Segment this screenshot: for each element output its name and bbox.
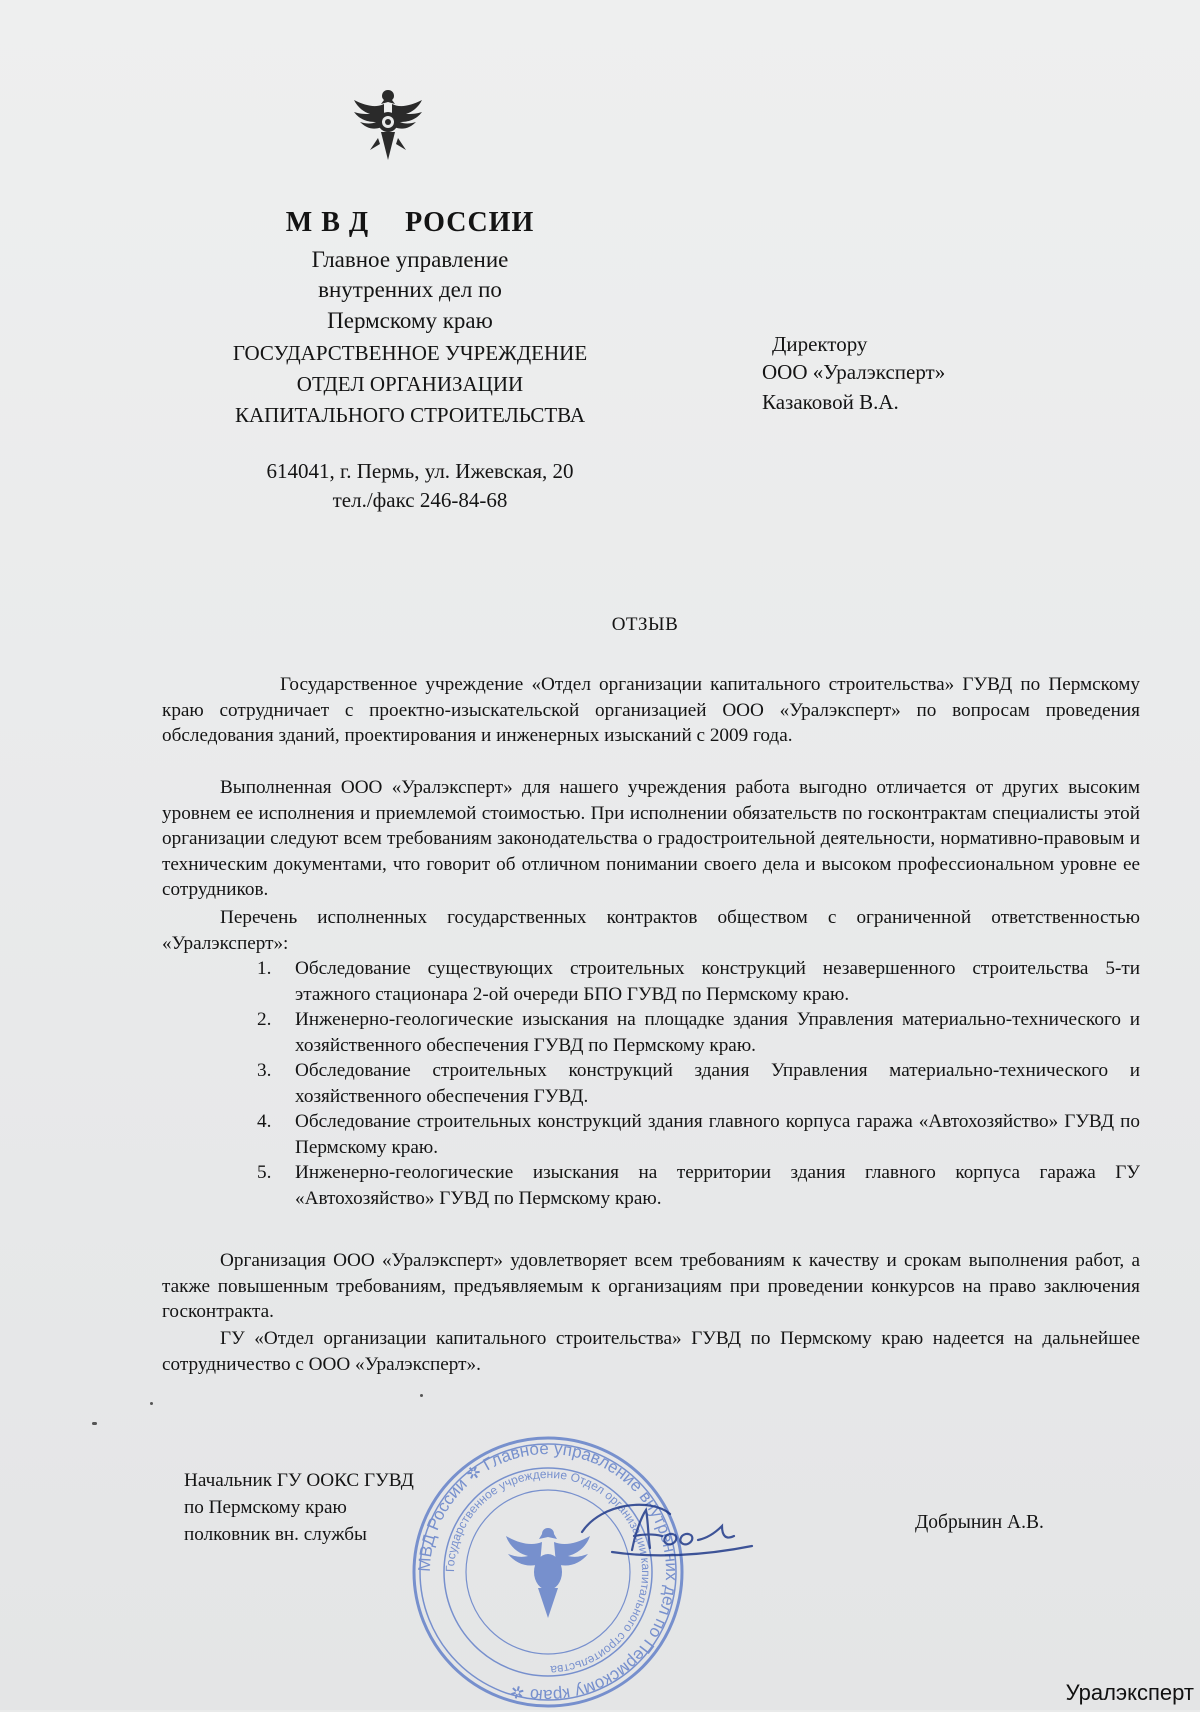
signatory-title-line-1: Начальник ГУ ООКС ГУВД [184,1470,414,1491]
signatory-title-line-2: по Пермскому краю [184,1497,347,1518]
list-item-text: Инженерно-геологические изыскания на площадке здания Управления материально-технического и хозяйственного обеспечения ГУВД по Пермскому краю. [295,1009,1140,1056]
list-item [245,1109,1140,1160]
header-line-4: ГОСУДАРСТВЕННОЕ УЧРЕЖДЕНИЕ [232,341,588,365]
eagle-emblem-icon [348,82,428,168]
list-item-number: 5. [257,1162,272,1183]
ministry-abbr: М В Д [285,207,370,238]
list-item [245,1160,1140,1211]
official-stamp [408,1432,688,1712]
recipient-position: Директору [772,332,868,356]
stamp-outer-text: МВД России ✲ Главное управление внутренних дел по Пермскому краю ✲ [414,1438,682,1706]
list-item [245,1058,1140,1109]
header-line-2: внутренних дел по [318,277,502,302]
sender-phone: тел./факс 246-84-68 [332,488,508,512]
list-item-text: Инженерно-геологические изыскания на территории здания главного корпуса гаража ГУ «Автохозяйство» ГУВД по Пермскому краю. [295,1162,1140,1209]
scan-speck [150,1402,153,1405]
sender-address: 614041, г. Пермь, ул. Ижевская, 20 [266,459,574,483]
header-line-3: Пермскому краю [327,308,493,333]
paragraph-2: Выполненная ООО «Уралэксперт» для нашего учреждения работа выгодно отличается от других высоким уровнем ее исполнения и приемлемой стоимостью. При исполнении обязательств по госконтрактам специалисты этой организации следуют всем требованиям законодательства о градостроительной деятельности, нормативно-правовым и техническим документами, что говорит об отличном понимании своего дела и высоком профессиональном уровне ее сотрудников. [162,777,1140,900]
ministry-name [140,208,680,238]
paragraph-4: Организация ООО «Уралэксперт» удовлетворяет всем требованиям к качеству и срокам выполнения работ, а также повышенным требованиям, предъявляемым к организациям при проведении конкурсов на право заключения госконтракта. [162,1250,1140,1322]
signatory-title-line-3: полковник вн. службы [184,1524,367,1545]
contracts-list [245,956,1140,1211]
paragraph-3: Перечень исполненных государственных контрактов обществом с ограниченной ответственностью «Уралэксперт»: [162,907,1140,954]
ministry-country: РОССИИ [405,207,535,238]
list-item-text: Обследование строительных конструкций здания Управления материально-технического и хозяйственного обеспечения ГУВД. [295,1060,1140,1107]
recipient-company: ООО «Уралэксперт» [762,360,946,384]
handwritten-signature [572,1492,772,1572]
list-item-number: 1. [257,958,272,979]
list-item [245,956,1140,1007]
scan-speck [92,1422,97,1425]
paragraph-5: ГУ «Отдел организации капитального строительства» ГУВД по Пермскому краю надеется на дальнейшее сотрудничество с ООО «Уралэксперт». [162,1328,1140,1375]
document-title: ОТЗЫВ [611,614,679,635]
list-item-text: Обследование существующих строительных конструкций незавершенного строительства 5-ти этажного стационара 2-ой очереди БПО ГУВД по Пермскому краю. [295,958,1140,1005]
list-item-text: Обследование строительных конструкций здания главного корпуса гаража «Автохозяйство» ГУВД по Пермскому краю. [295,1111,1140,1158]
list-item-number: 3. [257,1060,272,1081]
recipient-name: Казаковой В.А. [762,390,899,414]
paragraph-1: Государственное учреждение «Отдел организации капитального строительства» ГУВД по Пермскому краю сотрудничает с проектно-изыскательской организацией ООО «Уралэксперт» по вопросам проведения обследования зданий, проектирования и инженерных изысканий с 2009 года. [162,674,1140,746]
header-line-1: Главное управление [311,247,509,272]
signatory-name: Добрынин А.В. [915,1512,1044,1533]
list-item-number: 2. [257,1009,272,1030]
list-item-number: 4. [257,1111,272,1132]
scan-speck [420,1394,423,1397]
header-line-5: ОТДЕЛ ОРГАНИЗАЦИИ [296,372,524,396]
stamp-inner-text: Государственное учреждение Отдел организации капитального строительства [442,1466,654,1678]
watermark-text: Уралэксперт [1065,1680,1194,1705]
list-item [245,1007,1140,1058]
header-line-6: КАПИТАЛЬНОГО СТРОИТЕЛЬСТВА [234,403,586,427]
